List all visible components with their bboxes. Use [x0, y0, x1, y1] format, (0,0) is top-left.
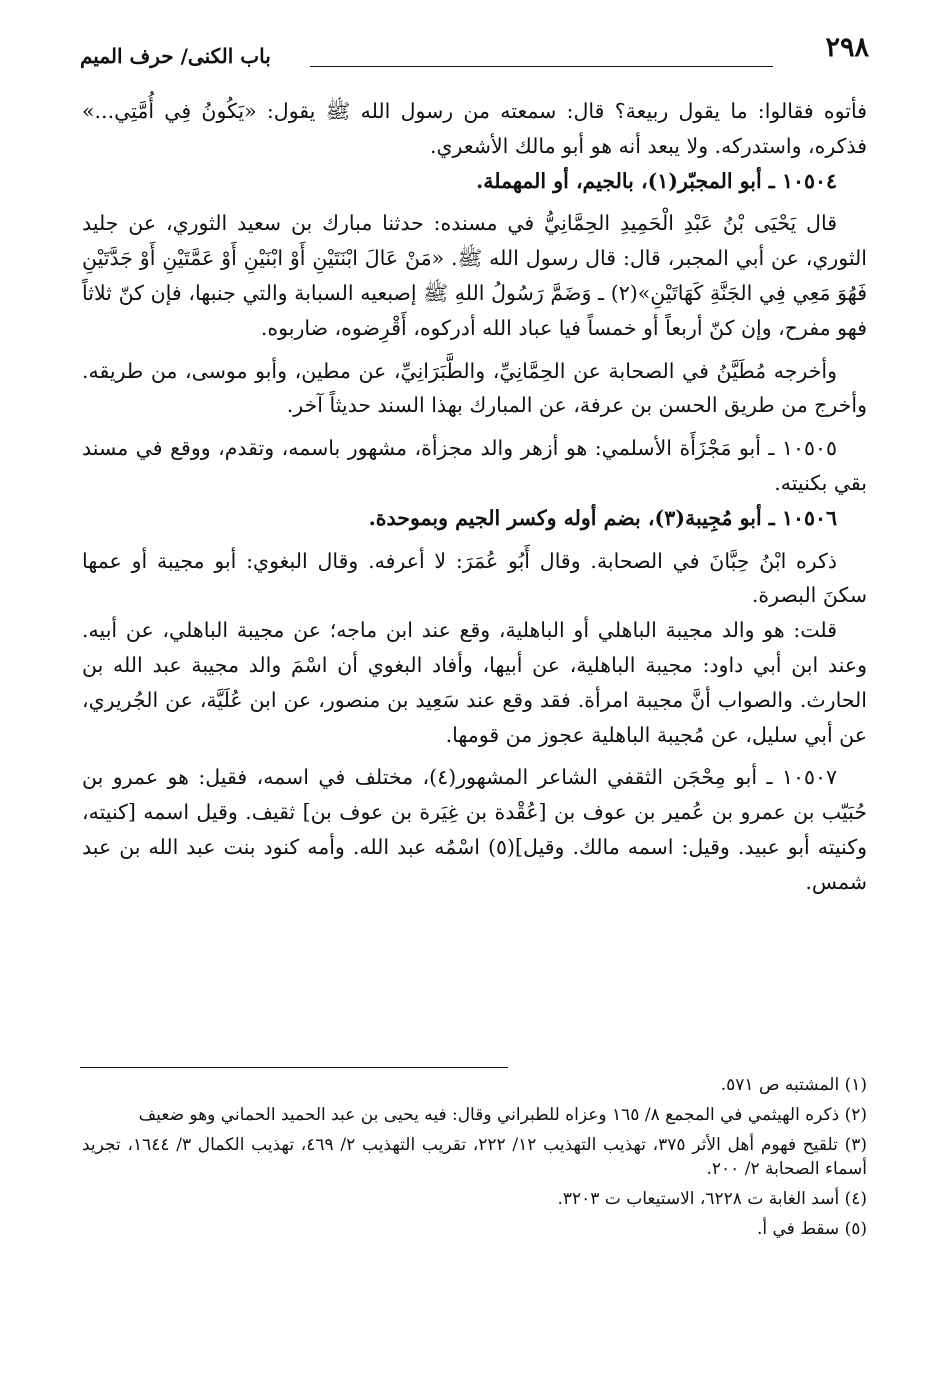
footnotes: [82, 1073, 867, 1247]
paragraph-hammani-narration: قال يَحْيَى بْنُ عَبْدِ الْحَمِيدِ الحِمَّانِيُّ في مسنده: حدثنا مبارك بن سعيد الثوري، عن جليد الثوري، عن أبي المجبر، قال: قال رسول الله ﷺ. «مَنْ عَالَ ابْنَتَيْنِ أَوْ ابْنَيْنِ أَوْ عَمَّتَيْنِ أَوْ جَدَّتَيْنِ فَهُوَ مَعِي فِي الجَنَّةِ كَهَاتَيْنِ»(٢) ـ وَضَمَّ رَسُولُ اللهِ ﷺ إصبعيه السبابة والتي جنبها، فإن كنّ ثلاثاً فهو مفرح، وإن كنّ أربعاً أو خمساً فيا عباد الله أدركوه، أَقْرِضوه، ضاربوه.: [82, 211, 868, 340]
main-text: [82, 94, 867, 900]
paragraph-ibn-hibban: ذكره ابْنُ حِبَّانَ في الصحابة. وقال أَبُو عُمَرَ: لا أعرفه. وقال البغوي: أبو مجيبة أو عمها سكنَ البصرة.: [82, 548, 867, 608]
paragraph-mutayyan-takhrij: وأخرجه مُطَيَّنُ في الصحابة عن الحِمَّانِيِّ، والطَّبَرَانِيِّ، عن مطين، وأبو موسى، من طريقه. وأخرج من طريق الحسن بن عرفة، عن المبارك بهذا السند حديثاً آخر.: [82, 358, 867, 418]
paragraph-qultu: قلت: هو والد مجيبة الباهلي أو الباهلية، وقع عند ابن ماجه؛ عن مجيبة الباهلي، عن أبيه. وعند ابن أبي داود: مجيبة الباهلية، عن أبيها، وأفاد البغوي أن اسْمَ والد مجيبة عبد الله بن الحارث. والصواب أنَّ مجيبة امرأة. فقد وقع عند سَعِيد بن منصور، عن ابن عُلَيَّة، عن الجُريري، عن أبي سليل، عن مُجيبة الباهلية عجوز من قومها.: [82, 618, 867, 747]
footnote-1: (١) المشتبه ص ٥٧١.: [720, 1075, 867, 1095]
entry-10505: ١٠٥٠٥ ـ أبو مَجْزَأَة الأسلمي: هو أزهر والد مجزأة، مشهور باسمه، وتقدم، ووقع في مسند بقي بكنيته.: [82, 436, 867, 495]
header-rule: [310, 66, 773, 67]
footnote-separator: [80, 1067, 508, 1068]
entry-10507: ١٠٥٠٧ ـ أبو مِحْجَن الثقفي الشاعر المشهور(٤)، مختلف في اسمه، فقيل: هو عمرو بن حُبَيّب بن عمرو بن عُمير بن عوف بن [عُقْدة بن غِيَرة بن عوف بن] ثقيف. وقيل اسمه [كنيته، وكنيته أبو عبيد. وقيل: اسمه مالك. وقيل](٥) اسْمُه عبد الله. وأمه كنود بنت عبد الله بن عبد شمس.: [82, 765, 867, 894]
paragraph-hadith-continuation: فأتوه فقالوا: ما يقول ربيعة؟ قال: سمعته من رسول الله ﷺ يقول: «يَكُونُ فِي أُمَّتِي...» فذكره، واستدركه. ولا يبعد أنه هو أبو مالك الأشعري.: [82, 99, 867, 158]
running-title: باب الكنى/ حرف الميم: [80, 44, 271, 68]
entry-10504-heading: ١٠٥٠٤ ـ أبو المجبّر(١)، بالجيم، أو المهملة.: [476, 168, 837, 193]
footnote-3: (٣) تلقيح فهوم أهل الأثر ٣٧٥، تهذيب التهذيب ١٢/ ٢٢٢، تقريب التهذيب ٢/ ٤٦٩، تهذيب الكمال ٣/ ١٦٤٤، تجريد أسماء الصحابة ٢/ ٢٠٠.: [82, 1135, 867, 1179]
entry-10506-heading: ١٠٥٠٦ ـ أبو مُجِيبة(٣)، بضم أوله وكسر الجيم وبموحدة.: [368, 505, 837, 530]
page-header: [80, 28, 869, 74]
footnote-4: (٤) أسد الغابة ت ٦٢٢٨، الاستيعاب ت ٣٢٠٣.: [557, 1189, 867, 1209]
footnote-5: (٥) سقط في أ.: [756, 1219, 867, 1239]
footnote-2: (٢) ذكره الهيثمي في المجمع ٨/ ١٦٥ وعزاه للطبراني وقال: فيه يحيى بن عبد الحميد الحماني وهو ضعيف: [138, 1105, 867, 1125]
page-number: ٢٩٨: [825, 32, 869, 63]
